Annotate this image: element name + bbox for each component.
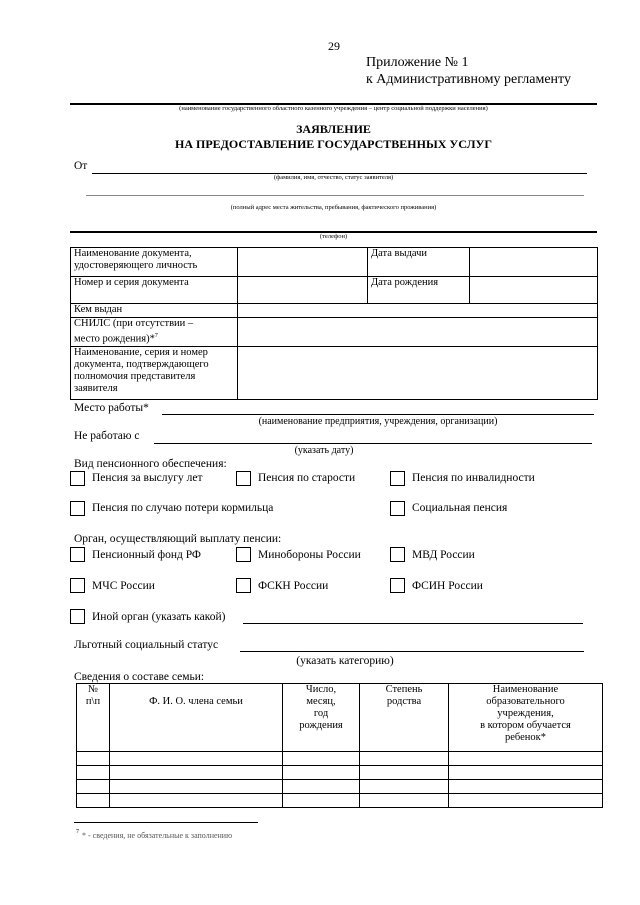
payer-option-label: Иной орган (указать какой) xyxy=(92,611,226,623)
footnote-separator xyxy=(74,822,258,823)
representative-doc-label: Наименование, серия и номер документа, подтверждающего полномочия представителя заявителя xyxy=(71,346,238,399)
table-cell[interactable] xyxy=(449,766,603,780)
form-title-line2: НА ПРЕДОСТАВЛЕНИЕ ГОСУДАРСТВЕННЫХ УСЛУГ xyxy=(175,137,492,151)
payer-option-checkbox[interactable] xyxy=(70,547,85,562)
other-payer-line[interactable] xyxy=(243,623,583,624)
table-cell[interactable] xyxy=(77,794,110,808)
family-header-education: Наименование образовательного учреждения, в котором обучается ребенок* xyxy=(449,684,603,752)
table-row xyxy=(77,752,603,766)
pension-option-label: Пенсия по старости xyxy=(258,472,356,484)
table-cell[interactable] xyxy=(77,752,110,766)
payer-option-checkbox[interactable] xyxy=(236,578,251,593)
payer-option-checkbox[interactable] xyxy=(390,547,405,562)
payer-option-label: ФСИН России xyxy=(412,580,483,592)
table-cell[interactable] xyxy=(283,766,360,780)
table-cell[interactable] xyxy=(449,794,603,808)
doc-name-label: Наименование документа, удостоверяющего личность xyxy=(71,248,238,277)
family-header-birth: Число, месяц, год рождения xyxy=(283,684,360,752)
pension-option-label: Пенсия по случаю потери кормильца xyxy=(92,502,274,514)
payer-option-checkbox[interactable] xyxy=(390,578,405,593)
issued-by-field[interactable] xyxy=(238,304,598,318)
family-label: Сведения о составе семьи: xyxy=(74,671,205,683)
pension-option-label: Пенсия за выслугу лет xyxy=(92,472,203,484)
work-caption: (наименование предприятия, учреждения, организации) xyxy=(258,416,498,427)
payer-option-label: Пенсионный фонд РФ xyxy=(92,549,202,561)
table-cell[interactable] xyxy=(110,752,283,766)
doc-name-field[interactable] xyxy=(238,248,368,277)
pension-option-checkbox[interactable] xyxy=(70,501,85,516)
payer-option-label: Минобороны России xyxy=(258,549,361,561)
identity-table xyxy=(70,247,598,400)
not-working-line[interactable] xyxy=(154,443,592,444)
table-cell[interactable] xyxy=(360,794,449,808)
issue-date-label: Дата выдачи xyxy=(368,248,470,277)
work-line[interactable] xyxy=(162,414,594,415)
category-caption: (указать категорию) xyxy=(296,655,394,667)
birth-date-field[interactable] xyxy=(470,277,598,304)
payer-option-label: МЧС России xyxy=(92,580,155,592)
social-status-line[interactable] xyxy=(240,651,584,652)
table-cell[interactable] xyxy=(110,766,283,780)
table-row xyxy=(77,794,603,808)
pension-type-label: Вид пенсионного обеспечения: xyxy=(74,458,227,470)
form-title-line1: ЗАЯВЛЕНИЕ xyxy=(296,122,371,136)
family-header-number: № п\п xyxy=(77,684,110,752)
family-table xyxy=(76,683,603,808)
pension-option-checkbox[interactable] xyxy=(70,471,85,486)
payer-option-label: ФСКН России xyxy=(258,580,329,592)
table-cell[interactable] xyxy=(283,780,360,794)
regulation-title: к Административному регламенту xyxy=(366,72,571,87)
table-cell[interactable] xyxy=(360,752,449,766)
table-cell[interactable] xyxy=(360,780,449,794)
fio-caption: (фамилия, имя, отчество, статус заявителя) xyxy=(273,174,394,181)
table-cell[interactable] xyxy=(360,766,449,780)
table-cell[interactable] xyxy=(449,752,603,766)
not-working-label: Не работаю с xyxy=(74,430,140,442)
table-row xyxy=(77,780,603,794)
issued-by-label: Кем выдан xyxy=(71,304,238,318)
pension-option-checkbox[interactable] xyxy=(236,471,251,486)
family-header-name: Ф. И. О. члена семьи xyxy=(110,684,283,752)
snils-label: СНИЛС (при отсутствии – место рождения)*$^7$ xyxy=(71,318,238,347)
phone-caption: (телефон) xyxy=(319,233,348,240)
payer-option-checkbox[interactable] xyxy=(70,609,85,624)
address-line[interactable] xyxy=(86,195,584,196)
pension-option-checkbox[interactable] xyxy=(390,471,405,486)
table-cell[interactable] xyxy=(77,780,110,794)
table-cell[interactable] xyxy=(449,780,603,794)
payer-label: Орган, осуществляющий выплату пенсии: xyxy=(74,533,282,545)
family-header-relation: Степень родства xyxy=(360,684,449,752)
birth-date-label: Дата рождения xyxy=(368,277,470,304)
work-label: Место работы* xyxy=(74,402,149,414)
doc-number-field[interactable] xyxy=(238,277,368,304)
representative-doc-field[interactable] xyxy=(238,346,598,399)
pension-option-label: Пенсия по инвалидности xyxy=(412,472,535,484)
table-cell[interactable] xyxy=(283,752,360,766)
social-status-label: Льготный социальный статус xyxy=(74,639,219,651)
table-cell[interactable] xyxy=(283,794,360,808)
payer-option-label: МВД России xyxy=(412,549,475,561)
doc-number-label: Номер и серия документа xyxy=(71,277,238,304)
payer-option-checkbox[interactable] xyxy=(236,547,251,562)
table-cell[interactable] xyxy=(77,766,110,780)
table-cell[interactable] xyxy=(110,794,283,808)
page-number: 29 xyxy=(328,39,340,53)
payer-option-checkbox[interactable] xyxy=(70,578,85,593)
date-caption: (указать дату) xyxy=(294,445,354,456)
snils-field[interactable] xyxy=(238,318,598,347)
from-label: От xyxy=(74,160,88,172)
table-row xyxy=(77,766,603,780)
issue-date-field[interactable] xyxy=(470,248,598,277)
footnote-text: * - сведения, не обязательные к заполнению xyxy=(82,831,233,840)
pension-option-checkbox[interactable] xyxy=(390,501,405,516)
footnote-mark: 7 xyxy=(76,829,79,835)
address-caption: (полный адрес места жительства, пребывания, фактического проживания) xyxy=(230,204,437,211)
appendix-title: Приложение № 1 xyxy=(366,55,469,70)
institution-caption: (наименование государственного областного казенного учреждения – центр социальной поддержки населения) xyxy=(179,105,488,112)
table-cell[interactable] xyxy=(110,780,283,794)
pension-option-label: Социальная пенсия xyxy=(412,502,508,514)
